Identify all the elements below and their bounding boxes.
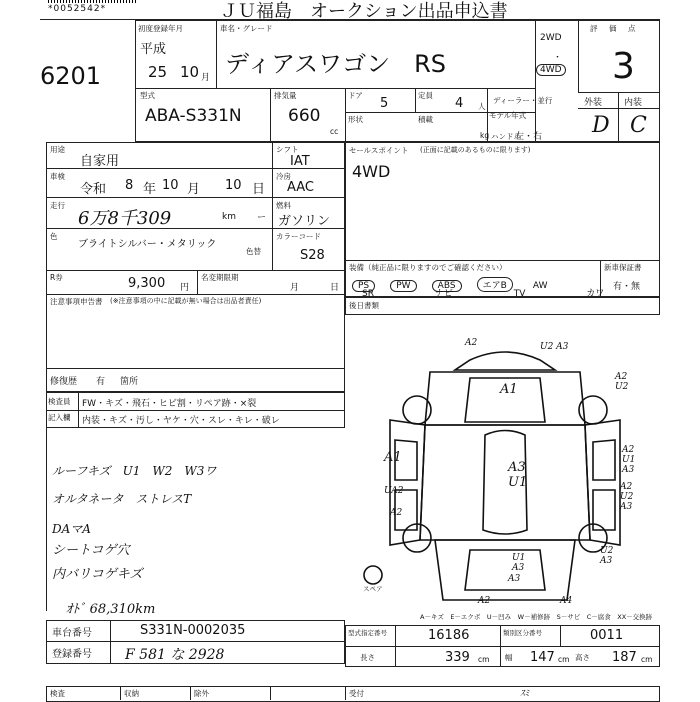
model-year-label: モデル年式 bbox=[489, 111, 527, 120]
exterior-label: 外装 bbox=[584, 98, 603, 108]
load-label: 積載 bbox=[418, 115, 433, 124]
equip-airbag: エアB bbox=[477, 277, 513, 292]
expiry-label: 名変期限期 bbox=[201, 273, 239, 282]
color-label: 色 bbox=[50, 232, 58, 241]
inspection-day-unit: 日 bbox=[252, 182, 266, 197]
equip-tv: TV bbox=[513, 289, 526, 299]
first-reg-label: 初度登録年月 bbox=[138, 24, 183, 33]
mark-center-2: U1 A3 bbox=[512, 553, 526, 573]
form-title: ＪＵ福島 オークション出品申込書 bbox=[220, 1, 508, 22]
equip-aw: AW bbox=[532, 281, 548, 291]
inspector-label-1: 検査員 bbox=[48, 397, 71, 406]
mileage-label: 走行 bbox=[50, 201, 65, 210]
sales-point-value: 4WD bbox=[352, 162, 391, 181]
footer-mark: ｽﾐ bbox=[520, 689, 530, 699]
recycle-unit: 円 bbox=[180, 283, 190, 293]
grade-score: 3 bbox=[612, 46, 635, 87]
mileage-unit: km bbox=[222, 212, 236, 222]
barcode bbox=[48, 0, 138, 3]
grade-label: 評 価 点 bbox=[590, 24, 638, 33]
vin-value: S331N-0002035 bbox=[140, 623, 246, 638]
kg-unit: kg bbox=[480, 131, 490, 140]
recycle-amount: 9,300 bbox=[128, 276, 166, 291]
fuel-label: 燃料 bbox=[276, 201, 291, 210]
note-3: DAマA bbox=[52, 522, 91, 536]
footer-label-2: 収納 bbox=[124, 689, 139, 698]
handle-label: ハンドル bbox=[491, 132, 521, 141]
note-1: ルーフキズ U1 W2 W3ワ bbox=[52, 464, 217, 478]
equip-navi: ナビ bbox=[434, 289, 453, 299]
lot-number: 6201 bbox=[40, 62, 102, 90]
drive-2wd: 2WD bbox=[540, 33, 562, 43]
mark-right-2: A2 U1 A3 bbox=[622, 445, 636, 475]
class-number-value: 0011 bbox=[590, 628, 624, 643]
reg-era: 平成 bbox=[140, 42, 167, 57]
plate-value: F 581 な 2928 bbox=[125, 647, 225, 663]
spare-label: スペア bbox=[363, 585, 383, 593]
width-label: 幅 bbox=[505, 653, 513, 662]
mark-bottom-center: A3 bbox=[508, 574, 521, 584]
reg-month: 10 bbox=[180, 63, 200, 81]
shape-label: 形状 bbox=[348, 115, 363, 124]
repair-suffix: 箇所 bbox=[120, 377, 139, 387]
mark-left-3: A2 bbox=[390, 508, 403, 518]
type-number-value: 16186 bbox=[428, 628, 470, 643]
mark-bottom-left: A2 bbox=[478, 596, 491, 606]
width-unit: cm bbox=[558, 655, 570, 664]
odometer-note: ｵﾄﾞ 68,310km bbox=[66, 602, 156, 617]
inspection-year: 8 bbox=[125, 178, 134, 193]
vin-label: 車台番号 bbox=[52, 628, 92, 639]
expiry-day: 日 bbox=[330, 283, 340, 293]
note-2: オルタネータ ストレスT bbox=[52, 492, 192, 506]
exterior-grade: D bbox=[592, 113, 610, 138]
car-name-value: ディアスワゴン RS bbox=[225, 50, 447, 78]
width-value: 147 bbox=[530, 650, 555, 665]
barcode-number: *0052542* bbox=[48, 4, 107, 14]
sales-point-label: セールスポイント bbox=[349, 146, 409, 155]
recycle-label: R券 bbox=[50, 273, 63, 282]
declaration-sub: (※注意事項の中に記載が無い場合は出品者責任) bbox=[110, 297, 262, 305]
cc-unit: cc bbox=[330, 127, 339, 136]
usage-value: 自家用 bbox=[80, 154, 120, 169]
car-damage-diagram bbox=[345, 330, 660, 620]
shift-value: IAT bbox=[290, 154, 310, 169]
class-number-label: 類別区分番号 bbox=[503, 629, 542, 637]
reg-month-unit: 月 bbox=[201, 73, 211, 83]
height-label: 高さ bbox=[575, 653, 590, 662]
fuel-value: ガソリン bbox=[278, 214, 331, 229]
damage-legend: A－キズ E－エクボ U－凹み W－補修跡 S－サビ C－腐食 XX－交換跡 bbox=[420, 613, 653, 621]
capacity-unit: 人 bbox=[478, 102, 486, 111]
declaration-label: 注意事項申告書 bbox=[50, 297, 103, 306]
mileage-dash: ー bbox=[257, 213, 267, 223]
ac-value: AAC bbox=[287, 180, 314, 195]
inspector-label-2: 記入欄 bbox=[48, 413, 71, 422]
doors-value: 5 bbox=[380, 96, 389, 111]
repair-value: 有 bbox=[96, 377, 106, 387]
equip-pw: PW bbox=[390, 280, 416, 292]
footer-label-1: 検査 bbox=[50, 689, 65, 698]
height-value: 187 bbox=[612, 650, 637, 665]
mark-top-2: U2 A3 bbox=[540, 342, 569, 352]
capacity-value: 4 bbox=[455, 96, 464, 111]
type-number-label: 型式指定番号 bbox=[348, 629, 387, 637]
ac-label: 冷房 bbox=[276, 172, 291, 181]
inspector-row-2: 内装・キズ・汚し・ヤケ・穴・スレ・キレ・破レ bbox=[82, 416, 280, 426]
note-4: シートコゲ穴 bbox=[52, 543, 130, 558]
displacement-label: 排気量 bbox=[274, 91, 297, 100]
usage-label: 用途 bbox=[50, 145, 65, 154]
repaint-label: 色替 bbox=[246, 247, 261, 256]
mark-right-3: A2 U2 A3 bbox=[620, 482, 634, 512]
color-code-value: S28 bbox=[300, 248, 325, 263]
sales-point-sub: (正面に記載のあるものに限ります) bbox=[420, 146, 531, 154]
dealer-label: ディーラー・並行 bbox=[493, 96, 553, 105]
mark-top-1: A2 bbox=[465, 338, 478, 348]
rear-docs-label: 後日書類 bbox=[349, 301, 379, 310]
new-warranty-label: 新車保証書 bbox=[604, 263, 642, 272]
inspection-day: 10 bbox=[225, 178, 242, 193]
doors-label: ドア bbox=[348, 91, 363, 100]
displacement-value: 660 bbox=[288, 106, 321, 126]
inspection-month-unit: 月 bbox=[187, 182, 201, 197]
height-unit: cm bbox=[641, 655, 653, 664]
plate-label: 登録番号 bbox=[52, 649, 92, 660]
mileage-value: 6万8千309 bbox=[78, 208, 172, 229]
drive-dot: ・ bbox=[553, 53, 563, 63]
equipment-label: 装備（純正品に限りますのでご確認ください） bbox=[349, 263, 507, 272]
footer-label-3: 除外 bbox=[194, 689, 209, 698]
drive-4wd: 4WD bbox=[536, 64, 566, 76]
equip-sr: SR bbox=[362, 289, 374, 299]
mark-right-4: U2 A3 bbox=[600, 546, 614, 566]
inspection-era: 令和 bbox=[80, 182, 107, 197]
length-value: 339 bbox=[445, 650, 470, 665]
color-value: ブライトシルバー・メタリック bbox=[78, 239, 217, 250]
model-value: ABA-S331N bbox=[145, 106, 242, 126]
handle-value: 左・右 bbox=[515, 132, 543, 142]
footer-label-4: 受付 bbox=[349, 689, 364, 698]
capacity-label: 定員 bbox=[418, 91, 433, 100]
note-5: 内バリコゲキズ bbox=[52, 567, 143, 582]
length-label: 長さ bbox=[360, 653, 375, 662]
mark-left-2: UA2 bbox=[384, 486, 404, 496]
equip-leather: カワ bbox=[586, 289, 605, 299]
repair-label: 修復歴 bbox=[50, 377, 78, 387]
inspection-month: 10 bbox=[162, 178, 179, 193]
mark-left-1: A1 bbox=[384, 450, 402, 465]
mark-center-1: A3 U1 bbox=[508, 460, 528, 490]
car-name-label: 車名・グレード bbox=[220, 24, 273, 33]
interior-grade: C bbox=[630, 113, 647, 138]
inspector-row-1: FW・キズ・飛石・ヒビ割・リペア跡・×裂 bbox=[82, 399, 257, 409]
inspection-year-unit: 年 bbox=[143, 182, 157, 197]
mark-right-1: A2 U2 bbox=[615, 372, 629, 392]
expiry-month: 月 bbox=[290, 283, 300, 293]
shift-label: シフト bbox=[276, 145, 299, 154]
interior-label: 内装 bbox=[624, 98, 643, 108]
inspection-label: 車検 bbox=[50, 172, 65, 181]
model-label: 型式 bbox=[140, 91, 155, 100]
new-warranty-value: 有・無 bbox=[613, 282, 641, 292]
mark-a1-center: A1 bbox=[500, 382, 518, 397]
equip-ps: PS bbox=[352, 280, 375, 292]
color-code-label: カラーコード bbox=[276, 232, 321, 241]
reg-year: 25 bbox=[148, 63, 168, 81]
mark-bottom-right: A4 bbox=[560, 596, 573, 606]
equip-abs: ABS bbox=[432, 280, 462, 292]
length-unit: cm bbox=[478, 655, 490, 664]
